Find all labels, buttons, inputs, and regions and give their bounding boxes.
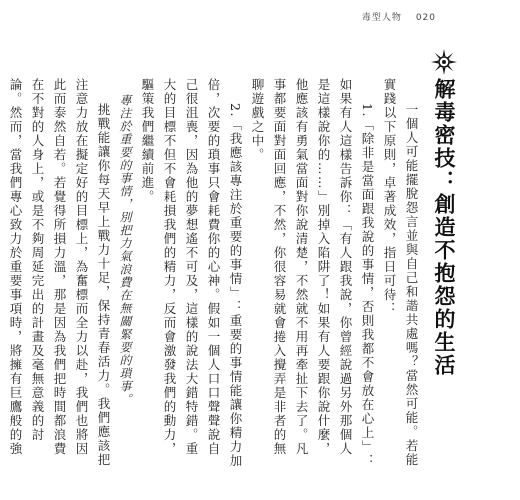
section-heading: 解毒密技：創造不抱怨的生活: [432, 78, 456, 377]
highlight-quote: 專注於重要的事情，別把力氣浪費在無關緊要的瑣事。: [118, 94, 132, 406]
closing-paragraph: 挑戰能讓你每天早上戰力十足，保持青春活力。我們應該把注意力放在擬定好的目標上，為奮標而全力以赴，我們也將因此而泰然自若。若覺得所損力溫，那是因為我們把時間都浪費在不對的人身上，或是不夠周延完出的計畫及毫無意義的討論。然而，當我們專心致力於重要事項時，將擁有巨鷹般的強: [8, 78, 111, 467]
principle-1-paragraph: 1.「除非是當面跟我說的事情，否則我都不會放在心上」：如果有人這樣告訴你：「有人跟我說，你曾經說過另外那個人是這樣說你的……」別掉入陷阱了！如果有人要跟你說什麼，他應該有勇氣當面對你說清楚，不然就不用再牽扯下去了。凡事都要面對面回應，不然，你很容易就會捲入攪弄是非者的無聊遊戲之中。: [250, 78, 375, 468]
intro-paragraph: 一個人可能擺脫怨言並與自己和諧共處嗎？當然可能。若能實踐以下原則，卓著成效，指日可待：: [382, 78, 419, 467]
principle-2-paragraph: 2.「我應該專注於重要的事情」：重要的事情能讓你精力加倍，次要的瑣事只會耗費你的心神。假如一個人口口聲聲說自己很沮喪，因為他的夢想遙不可及，這樣的說法大錯特錯。重大的目標不但不會耗損我們的精力，反而會激發我們的動力，驅策我們繼續前進。: [140, 78, 243, 468]
running-head: [362, 10, 436, 23]
running-head-title: 毒型人物: [361, 13, 402, 23]
body-text: [0, 78, 422, 468]
page-number: 020: [415, 13, 436, 23]
sun-burst-icon: [430, 48, 458, 76]
